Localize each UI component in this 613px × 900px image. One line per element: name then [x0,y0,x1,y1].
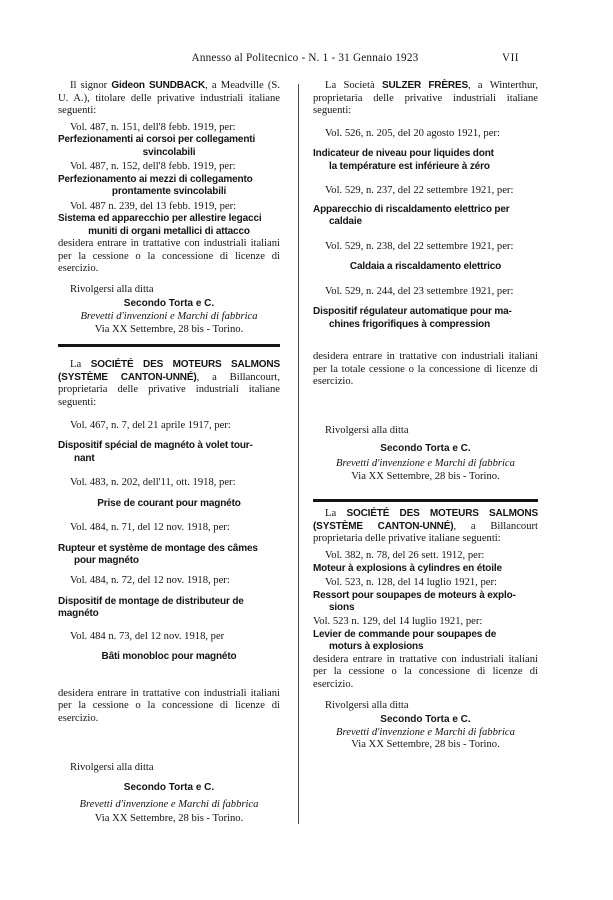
firm-name: Secondo Torta e C. [380,443,471,455]
patent-title: Rupteur et système de montage des câmes [58,542,258,554]
patent-reference: Vol. 529, n. 238, del 22 settembre 1921, per: [325,240,514,252]
advertisement-sulzer [313,80,538,483]
patent-title: nant [74,452,95,464]
firm-description: Brevetti d'invenzione e Marchi di fabbrica [336,457,515,469]
intro-text: La [70,359,82,371]
patent-reference: Vol. 487, n. 152, dell'8 febb. 1919, per: [70,161,236,173]
closing-text: desidera entrare in trattative con industriali italiani per la totale cessione o la concessione di licenze di esercizio. [313,351,538,388]
patent-holder: SOCIÉTÉ DES MOTEURS SALMONS (SYSTÈME CANTON-UNNÉ) [313,508,538,532]
patent-title: Dispositif spécial de magnéto à volet tour- [58,440,253,452]
intro-text: , a Winterthur, proprietaria delle privative industriali italiane seguenti: [313,80,538,117]
patent-reference: Vol. 484, n. 72, del 12 nov. 1918, per: [70,575,230,587]
firm-name: Secondo Torta e C. [380,714,471,726]
patent-reference: Vol. 529, n. 244, del 23 settembre 1921, per: [325,285,514,297]
patent-title: Dispositif régulateur automatique pour ma- [313,306,512,318]
firm-description: Brevetti d'invenzione e Marchi di fabbrica [79,798,259,810]
contact-intro: Rivolgersi alla ditta [325,424,409,436]
patent-title: sions [329,601,355,613]
firm-description: Brevetti d'invenzione e Marchi di fabbrica [336,726,515,738]
closing-text: desidera entrare in trattative con industriali italiani per la cessione o la concessione di licenze di esercizio. [313,653,538,690]
patent-title: muniti di organi metallici di attacco [88,225,250,237]
firm-name: Secondo Torta e C. [123,298,215,310]
intro-text: La [325,508,337,520]
right-column [313,80,538,752]
patent-reference: Vol. 529, n. 237, del 22 settembre 1921, per: [325,185,514,197]
contact-intro: Rivolgersi alla ditta [70,761,154,773]
patent-holder: SULZER FRÈRES [381,80,468,91]
closing-text: desidera entrare in trattative con industriali italiani per la cessione o la concessione di licenze di esercizio. [58,687,280,724]
patent-title: Ressort pour soupapes de moteurs à explo- [313,589,516,601]
patent-reference: Vol. 467, n. 7, del 21 aprile 1917, per: [70,419,231,431]
patent-title: svincolabili [142,146,196,158]
patent-title: Perfezionamenti ai corsoi per collegamenti [58,134,256,146]
page-number: VII [502,52,520,64]
patent-title: la température est inférieure à zéro [329,160,490,172]
patent-title: Dispositif de montage de distributeur de [58,595,244,607]
patent-reference: Vol. 523 n. 129, del 14 luglio 1921, per: [313,616,483,628]
column-divider [298,84,299,824]
patent-holder: Gideon SUNDBACK [111,80,206,91]
firm-address: Via XX Settembre, 28 bis - Torino. [351,739,500,751]
intro-text: , a Billancourt, proprietaria delle privative industriali italiane seguenti: [58,371,280,408]
patent-title: Indicateur de niveau pour liquides dont [313,148,494,160]
patent-title: Moteur à explosions à cylindres en étoile [313,562,502,574]
patent-title: caldaie [329,216,362,228]
patent-title: moturs à explosions [329,641,424,653]
patent-reference: Vol. 526, n. 205, del 20 agosto 1921, per: [325,127,500,139]
patent-title: magnéto [58,608,99,620]
patent-title: Caldaia a riscaldamento elettrico [349,261,502,273]
patent-reference: Vol. 484 n. 73, del 12 nov. 1918, per [70,630,225,642]
contact-intro: Rivolgersi alla ditta [70,283,154,295]
ad-intro [58,80,280,118]
firm-description: Brevetti d'invenzioni e Marchi di fabbrica [80,310,258,322]
patent-title: pour magnéto [74,554,139,566]
firm-address: Via XX Settembre, 28 bis - Torino. [94,813,244,825]
intro-text: , a Meadville (S. U. A.), titolare delle privative industriali italiane seguenti: [58,80,280,117]
intro-text: , a Billancourt proprietaria delle privative italiane seguenti: [313,520,538,545]
advertisement-salmons-engines [313,508,538,752]
patent-reference: Vol. 487 n. 239, del 13 febb. 1919, per: [70,200,237,212]
patent-title: Sistema ed apparecchio per allestire legacci [58,213,262,225]
firm-address: Via XX Settembre, 28 bis - Torino. [94,323,244,335]
patent-title: Prise de courant pour magnéto [97,497,241,509]
patent-title: prontamente svincolabili [111,186,227,198]
patent-title: Levier de commande pour soupapes de [313,628,497,640]
left-column [58,80,280,826]
patent-reference: Vol. 382, n. 78, del 26 sett. 1912, per: [325,549,485,561]
contact-intro: Rivolgersi alla ditta [325,699,409,711]
ad-intro [58,359,280,409]
patent-reference: Vol. 483, n. 202, dell'11, ott. 1918, per: [70,476,236,488]
advertisement-salmons-magneto [58,359,280,826]
intro-text: La Società [325,80,375,91]
patent-title: Perfezionamento ai mezzi di collegamento [58,173,253,185]
ad-intro [313,508,538,546]
ad-intro [313,80,538,118]
patent-title: Bâti monobloc pour magnéto [101,651,237,663]
firm-name: Secondo Torta e C. [123,782,215,794]
advertisement-sundback [58,80,280,336]
closing-text: desidera entrare in trattative con industriali italiani per la cessione o la concessione di licenze di esercizio. [58,238,280,275]
intro-text: Il signor [70,80,108,91]
firm-address: Via XX Settembre, 28 bis - Torino. [351,470,500,482]
patent-reference: Vol. 523, n. 128, del 14 luglio 1921, per: [325,576,497,588]
patent-holder: SOCIÉTÉ DES MOTEURS SALMONS (SYSTÈME CANTON-UNNÉ) [58,359,280,383]
patent-title: Apparecchio di riscaldamento elettrico per [313,203,510,215]
running-title: Annesso al Politecnico - N. 1 - 31 Gennaio 1923 [191,52,419,64]
patent-reference: Vol. 487, n. 151, dell'8 febb. 1919, per: [70,121,236,133]
running-head [0,52,613,68]
patent-title: chines frigorifiques à compression [329,318,491,330]
patent-reference: Vol. 484, n. 71, del 12 nov. 1918, per: [70,521,230,533]
